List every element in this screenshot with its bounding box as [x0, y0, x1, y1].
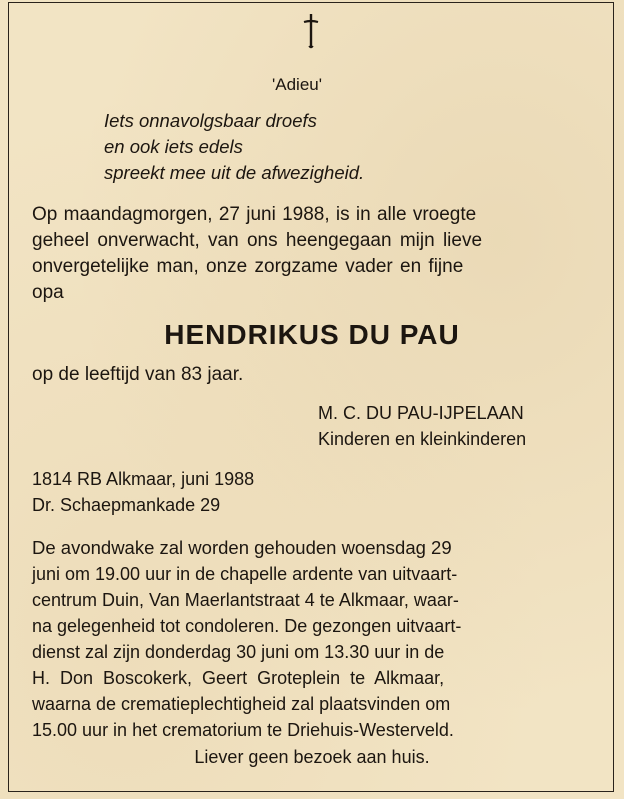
deceased-name: HENDRIKUS DU PAU	[164, 319, 460, 350]
details-line: H. Don Boscokerk, Geert Groteplein te Alkmaar,	[32, 668, 445, 688]
details-line: centrum Duin, Van Maerlantstraat 4 te Alkmaar, waar-	[32, 590, 459, 610]
address-line: 1814 RB Alkmaar, juni 1988	[32, 469, 255, 489]
poem-title: 'Adieu'	[272, 75, 322, 94]
poem-line: spreekt mee uit de afwezigheid.	[104, 162, 365, 183]
details-line: De avondwake zal worden gehouden woensdag 29	[32, 537, 452, 558]
details-line: juni om 19.00 uur in de chapelle ardente van uitvaart-	[32, 564, 458, 584]
intro-line: geheel onverwacht, van ons heengegaan mijn lieve	[32, 230, 483, 251]
details-line: waarna de crematieplechtigheid zal plaatsvinden om	[32, 694, 451, 714]
closing-note: Liever geen bezoek aan huis.	[194, 747, 430, 767]
age-line: op de leeftijd van 83 jaar.	[32, 364, 244, 385]
cross-icon	[299, 12, 323, 50]
address-line: Dr. Schaepmankade 29	[32, 495, 221, 515]
intro-line: Op maandagmorgen, 27 juni 1988, is in alle vroegte	[32, 204, 477, 225]
poem-line: Iets onnavolgsbaar droefs	[104, 110, 317, 131]
details-line: na gelegenheid tot condoleren. De gezongen uitvaart-	[32, 616, 462, 636]
intro-line: opa	[32, 282, 64, 303]
poem-line: en ook iets edels	[104, 136, 243, 157]
details-line: dienst zal zijn donderdag 30 juni om 13.30 uur in de	[32, 642, 445, 662]
details-line: 15.00 uur in het crematorium te Driehuis-Westerveld.	[32, 720, 454, 740]
intro-line: onvergetelijke man, onze zorgzame vader en fijne	[32, 256, 464, 277]
signatory-family: Kinderen en kleinkinderen	[318, 429, 527, 449]
signatory-name: M. C. DU PAU-IJPELAAN	[318, 403, 524, 423]
